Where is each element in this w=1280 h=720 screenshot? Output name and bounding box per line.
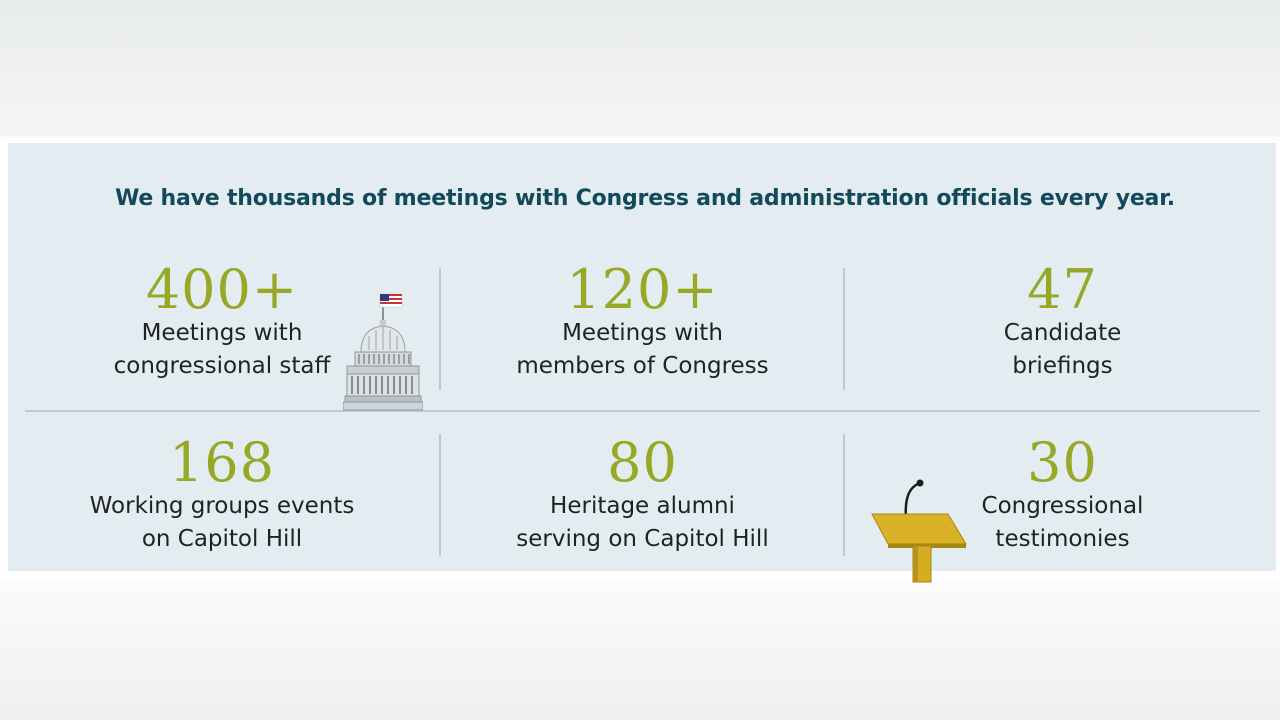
vertical-divider: [439, 434, 441, 556]
stat-label: Working groups events on Capitol Hill: [89, 493, 355, 552]
blurred-background-bottom: [0, 582, 1280, 720]
stat-number: 168: [168, 431, 276, 494]
stat-number: 120+: [566, 258, 719, 321]
stat-member-meetings: [470, 258, 815, 383]
stat-label: Candidate briefings: [1003, 320, 1122, 379]
vertical-divider: [439, 268, 441, 390]
stat-working-group-events: [57, 431, 387, 556]
stat-congressional-testimonies: [950, 431, 1175, 556]
blurred-background-top: [0, 0, 1280, 136]
stat-number: 80: [607, 431, 678, 494]
stat-number: 30: [1027, 431, 1098, 494]
stat-label: Congressional testimonies: [981, 493, 1144, 552]
stat-label: Heritage alumni serving on Capitol Hill: [516, 493, 769, 552]
stat-candidate-briefings: [900, 258, 1225, 383]
stat-number: 400+: [145, 258, 299, 321]
stat-label: Meetings with congressional staff: [113, 320, 331, 379]
vertical-divider: [843, 268, 845, 390]
vertical-divider: [843, 434, 845, 556]
stat-number: 47: [1027, 258, 1098, 321]
stat-congressional-staff-meetings: [62, 258, 382, 383]
podium-microphone-icon: [870, 478, 970, 584]
stat-label: Meetings with members of Congress: [516, 320, 769, 379]
capitol-building-icon: [343, 290, 423, 412]
panel-headline: We have thousands of meetings with Congress and administration officials every year.: [115, 186, 1175, 211]
horizontal-divider: [25, 410, 1260, 412]
stat-heritage-alumni: [470, 431, 815, 556]
